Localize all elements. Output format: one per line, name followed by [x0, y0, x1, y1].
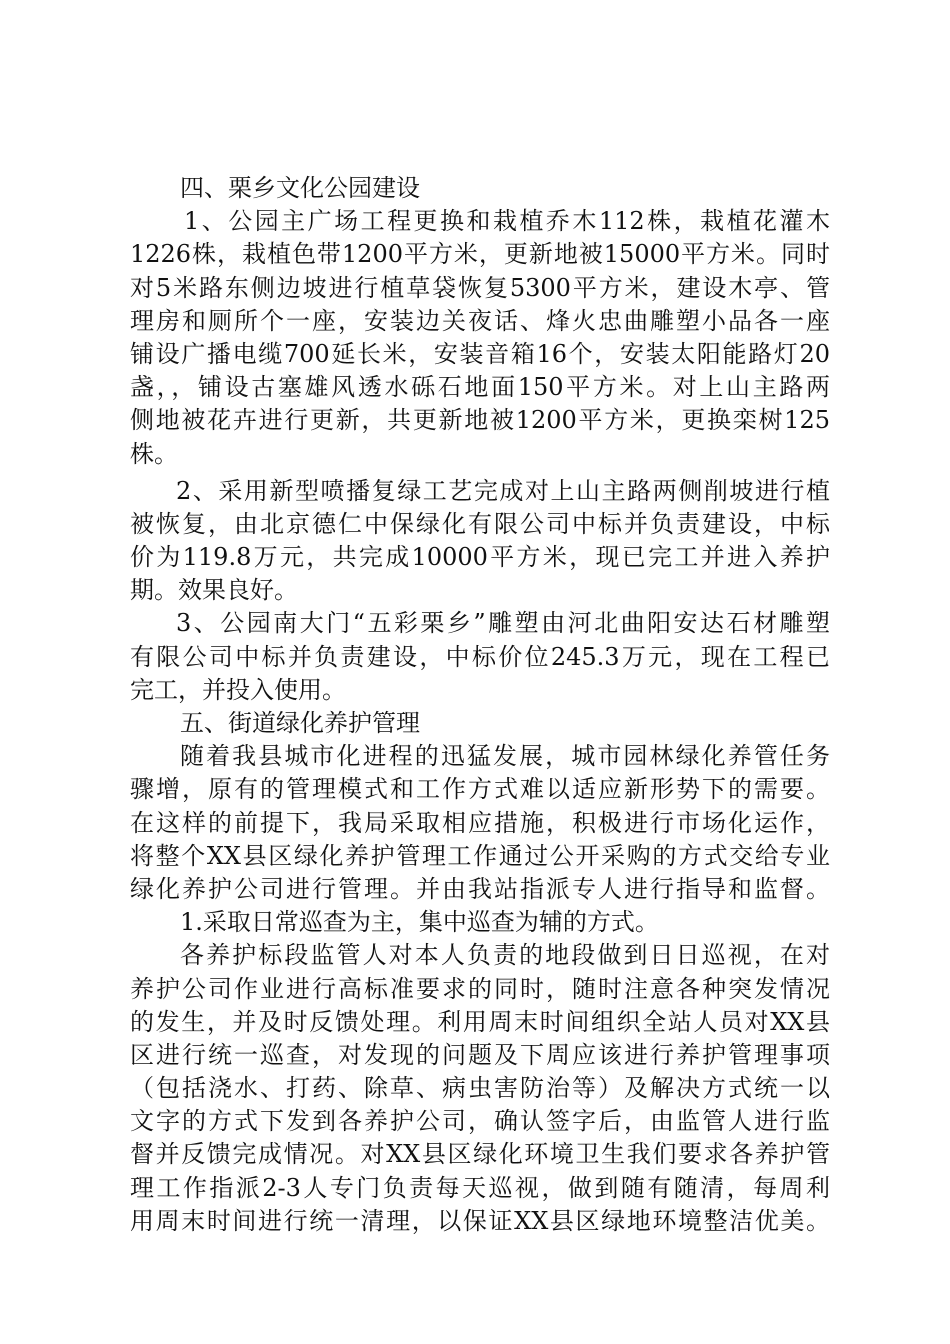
paragraph-line: 养护公司作业进行高标准要求的同时，随时注意各种突发情况 [130, 974, 830, 1003]
paragraph-line: 铺设广播电缆700延长米，安装音箱16个，安装太阳能路灯20 [130, 339, 830, 368]
paragraph-line: 理房和厕所个一座，安装边关夜话、烽火忠曲雕塑小品各一座 [130, 306, 830, 335]
subsection-heading: 1.采取日常巡查为主，集中巡查为辅的方式。 [180, 908, 659, 937]
paragraph-line: 对5米路东侧边坡进行植草袋恢复5300平方米，建设木亭、管 [130, 273, 830, 302]
paragraph-item-3 [130, 607, 830, 707]
paragraph-line: 3、公园南大门“五彩栗乡”雕塑由河北曲阳安达石材雕塑 [176, 609, 830, 638]
section-heading: 五、街道绿化养护管理 [180, 709, 420, 737]
paragraph-line: （包括浇水、打药、除草、病虫害防治等）及解决方式统一以 [130, 1074, 830, 1103]
paragraph-line: 被恢复，由北京德仁中保绿化有限公司中标并负责建设，中标 [130, 509, 830, 538]
paragraph-line: 的发生，并及时反馈处理。利用周末时间组织全站人员对XX县 [130, 1007, 830, 1036]
paragraph-line: 1、公园主广场工程更换和栽植乔木112株，栽植花灌木 [184, 207, 830, 236]
paragraph-line: 理工作指派2-3人专门负责每天巡视，做到随有随清，每周利 [130, 1173, 830, 1202]
paragraph-patrol [130, 939, 830, 1238]
paragraph-item-1 [130, 205, 830, 471]
paragraph-line: 有限公司中标并负责建设，中标价位245.3万元，现在工程已 [130, 642, 830, 671]
document-body [130, 172, 830, 1238]
paragraph-line: 价为119.8万元，共完成10000平方米，现已完工并进入养护 [130, 543, 830, 572]
paragraph-intro [130, 740, 830, 906]
paragraph-line: 绿化养护公司进行管理。并由我站指派专人进行指导和监督。 [130, 874, 830, 903]
paragraph-line: 用周末时间进行统一清理，以保证XX县区绿地环境整洁优美。 [130, 1206, 830, 1235]
paragraph-line: 盏，，铺设古塞雄风透水砾石地面150平方米。对上山主路两 [130, 373, 830, 402]
paragraph-line: 株。 [130, 439, 178, 468]
paragraph-line: 2、采用新型喷播复绿工艺完成对上山主路两侧削坡进行植 [176, 476, 830, 505]
paragraph-line: 骤增，原有的管理模式和工作方式难以适应新形势下的需要。 [130, 775, 830, 804]
paragraph-line: 在这样的前提下，我局采取相应措施，积极进行市场化运作， [130, 808, 830, 837]
paragraph-line: 督并反馈完成情况。对XX县区绿化环境卫生我们要求各养护管 [130, 1140, 830, 1169]
paragraph-item-2 [130, 475, 830, 608]
paragraph-line: 各养护标段监管人对本人负责的地段做到日日巡视，在对 [180, 941, 830, 970]
paragraph-line: 文字的方式下发到各养护公司，确认签字后，由监管人进行监 [130, 1107, 830, 1136]
paragraph-line: 1226株，栽植色带1200平方米，更新地被15000平方米。同时 [130, 240, 830, 269]
section-heading: 四、栗乡文化公园建设 [180, 174, 420, 202]
paragraph-line: 侧地被花卉进行更新，共更新地被1200平方米，更换栾树125 [130, 406, 830, 435]
paragraph-line: 期。效果良好。 [130, 576, 298, 605]
paragraph-line: 完工，并投入使用。 [130, 675, 346, 704]
paragraph-line: 将整个XX县区绿化养护管理工作通过公开采购的方式交给专业 [130, 841, 830, 870]
paragraph-line: 随着我县城市化进程的迅猛发展，城市园林绿化养管任务 [180, 742, 830, 771]
paragraph-line: 区进行统一巡查，对发现的问题及下周应该进行养护管理事项 [130, 1040, 830, 1069]
